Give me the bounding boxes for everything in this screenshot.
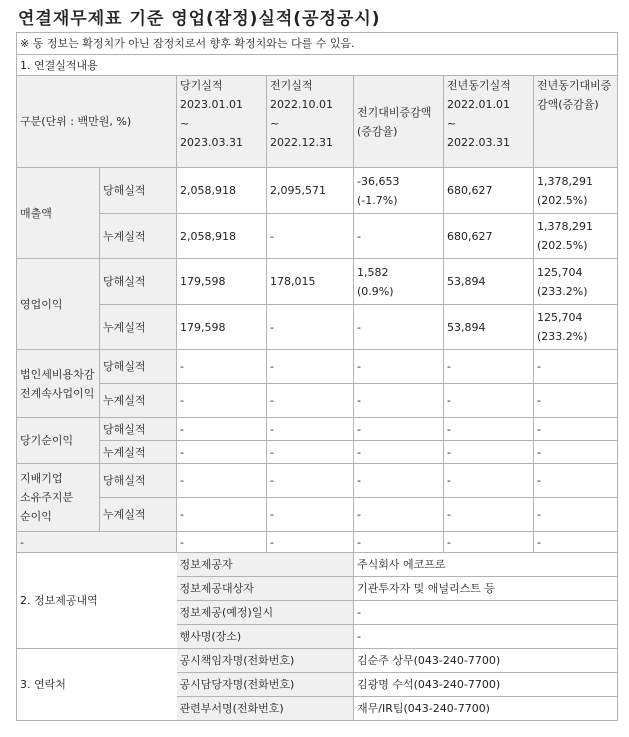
table-row bbox=[17, 214, 618, 259]
value-previous: - bbox=[267, 418, 354, 441]
value-current: - bbox=[177, 498, 267, 532]
value-qoq: - bbox=[354, 418, 444, 441]
contact-key: 공시담당자명(전화번호) bbox=[177, 673, 354, 697]
value-yoy-period: - bbox=[444, 441, 534, 464]
row-type: 당해실적 bbox=[100, 350, 177, 384]
header-current: 당기실적 2023.01.01 ~ 2023.03.31 bbox=[177, 76, 267, 168]
row-type: 누계실적 bbox=[100, 384, 177, 418]
table-row bbox=[17, 418, 618, 441]
value-yoy-period: 53,894 bbox=[444, 259, 534, 305]
value-current: - bbox=[177, 350, 267, 384]
value-current: 179,598 bbox=[177, 305, 267, 350]
value-previous: - bbox=[267, 441, 354, 464]
row-type: 누계실적 bbox=[100, 441, 177, 464]
table-row bbox=[17, 498, 618, 532]
info-row bbox=[17, 553, 618, 577]
info-value: - bbox=[354, 601, 618, 625]
info-value: 주식회사 에코프로 bbox=[354, 553, 618, 577]
table-row bbox=[17, 464, 618, 498]
info-key: 정보제공대상자 bbox=[177, 577, 354, 601]
value-current: 2,058,918 bbox=[177, 214, 267, 259]
value-yoy-period: - bbox=[444, 418, 534, 441]
item-name: 법인세비용차감전계속사업이익 bbox=[17, 350, 100, 418]
value-current: - bbox=[177, 532, 267, 553]
info-key: 행사명(장소) bbox=[177, 625, 354, 649]
value-yoy: - bbox=[534, 464, 618, 498]
contact-value: 김순주 상무(043-240-7700) bbox=[354, 649, 618, 673]
info-value: - bbox=[354, 625, 618, 649]
value-yoy-period: 53,894 bbox=[444, 305, 534, 350]
value-yoy-period: 680,627 bbox=[444, 214, 534, 259]
value-qoq: - bbox=[354, 350, 444, 384]
value-previous: - bbox=[267, 214, 354, 259]
value-yoy: 1,378,291 (202.5%) bbox=[534, 168, 618, 214]
row-type: 누계실적 bbox=[100, 214, 177, 259]
value-previous: - bbox=[267, 498, 354, 532]
row-type: 당해실적 bbox=[100, 168, 177, 214]
value-current: - bbox=[177, 464, 267, 498]
value-qoq: 1,582 (0.9%) bbox=[354, 259, 444, 305]
row-type: 누계실적 bbox=[100, 498, 177, 532]
info-key: 정보제공자 bbox=[177, 553, 354, 577]
contact-value: 재무/IR팀(043-240-7700) bbox=[354, 697, 618, 721]
header-yoy-period: 전년동기실적 2022.01.01 ~ 2022.03.31 bbox=[444, 76, 534, 168]
value-yoy: - bbox=[534, 418, 618, 441]
table-row bbox=[17, 168, 618, 214]
value-qoq: -36,653 (-1.7%) bbox=[354, 168, 444, 214]
value-yoy: - bbox=[534, 441, 618, 464]
value-current: 2,058,918 bbox=[177, 168, 267, 214]
value-previous: - bbox=[267, 350, 354, 384]
row-type: 당해실적 bbox=[100, 418, 177, 441]
disclosure-table bbox=[16, 32, 618, 721]
item-name: 지배기업 소유주지분 순이익 bbox=[17, 464, 100, 532]
table-row bbox=[17, 441, 618, 464]
value-qoq: - bbox=[354, 441, 444, 464]
value-yoy: - bbox=[534, 384, 618, 418]
value-yoy-period: - bbox=[444, 498, 534, 532]
extra-category: - bbox=[17, 532, 177, 553]
value-previous: 2,095,571 bbox=[267, 168, 354, 214]
value-qoq: - bbox=[354, 214, 444, 259]
value-previous: - bbox=[267, 464, 354, 498]
value-yoy: 125,704 (233.2%) bbox=[534, 259, 618, 305]
table-row bbox=[17, 350, 618, 384]
row-type: 누계실적 bbox=[100, 305, 177, 350]
header-yoy: 전년동기대비증감액(증감율) bbox=[534, 76, 618, 168]
header-qoq: 전기대비증감액(증감율) bbox=[354, 76, 444, 168]
value-yoy-period: - bbox=[444, 464, 534, 498]
header-previous: 전기실적 2022.10.01 ~ 2022.12.31 bbox=[267, 76, 354, 168]
value-current: - bbox=[177, 384, 267, 418]
section1-row bbox=[17, 55, 618, 76]
value-qoq: - bbox=[354, 498, 444, 532]
value-previous: - bbox=[267, 384, 354, 418]
page-title: 연결재무제표 기준 영업(잠정)실적(공정공시) bbox=[18, 9, 381, 29]
value-yoy-period: - bbox=[444, 350, 534, 384]
item-name: 매출액 bbox=[17, 168, 100, 259]
info-value: 기관투자자 및 애널리스트 등 bbox=[354, 577, 618, 601]
value-yoy: - bbox=[534, 350, 618, 384]
row-type: 당해실적 bbox=[100, 464, 177, 498]
value-qoq: - bbox=[354, 532, 444, 553]
contact-key: 공시책임자명(전화번호) bbox=[177, 649, 354, 673]
value-yoy-period: - bbox=[444, 384, 534, 418]
header-category: 구분(단위 : 백만원, %) bbox=[17, 76, 177, 168]
contact-value: 김광명 수석(043-240-7700) bbox=[354, 673, 618, 697]
section3-label: 3. 연락처 bbox=[17, 649, 177, 721]
table-row bbox=[17, 305, 618, 350]
value-qoq: - bbox=[354, 464, 444, 498]
value-previous: - bbox=[267, 305, 354, 350]
table-row bbox=[17, 259, 618, 305]
contact-row bbox=[17, 649, 618, 673]
value-yoy: 125,704 (233.2%) bbox=[534, 305, 618, 350]
value-current: - bbox=[177, 441, 267, 464]
value-current: 179,598 bbox=[177, 259, 267, 305]
value-current: - bbox=[177, 418, 267, 441]
value-yoy: 1,378,291 (202.5%) bbox=[534, 214, 618, 259]
value-previous: 178,015 bbox=[267, 259, 354, 305]
value-qoq: - bbox=[354, 305, 444, 350]
value-yoy-period: - bbox=[444, 532, 534, 553]
value-yoy: - bbox=[534, 532, 618, 553]
value-previous: - bbox=[267, 532, 354, 553]
section2-label: 2. 정보제공내역 bbox=[17, 553, 177, 649]
table-row bbox=[17, 384, 618, 418]
notice-row bbox=[17, 33, 618, 55]
value-yoy-period: 680,627 bbox=[444, 168, 534, 214]
value-qoq: - bbox=[354, 384, 444, 418]
value-yoy: - bbox=[534, 498, 618, 532]
contact-key: 관련부서명(전화번호) bbox=[177, 697, 354, 721]
item-name: 영업이익 bbox=[17, 259, 100, 350]
notice-text: ※ 동 정보는 확정치가 아닌 잠정치로서 향후 확정치와는 다를 수 있음. bbox=[17, 33, 618, 55]
row-type: 당해실적 bbox=[100, 259, 177, 305]
item-name: 당기순이익 bbox=[17, 418, 100, 464]
section1-label: 1. 연결실적내용 bbox=[17, 55, 618, 76]
info-key: 정보제공(예정)일시 bbox=[177, 601, 354, 625]
header-row bbox=[17, 76, 618, 168]
table-row bbox=[17, 532, 618, 553]
